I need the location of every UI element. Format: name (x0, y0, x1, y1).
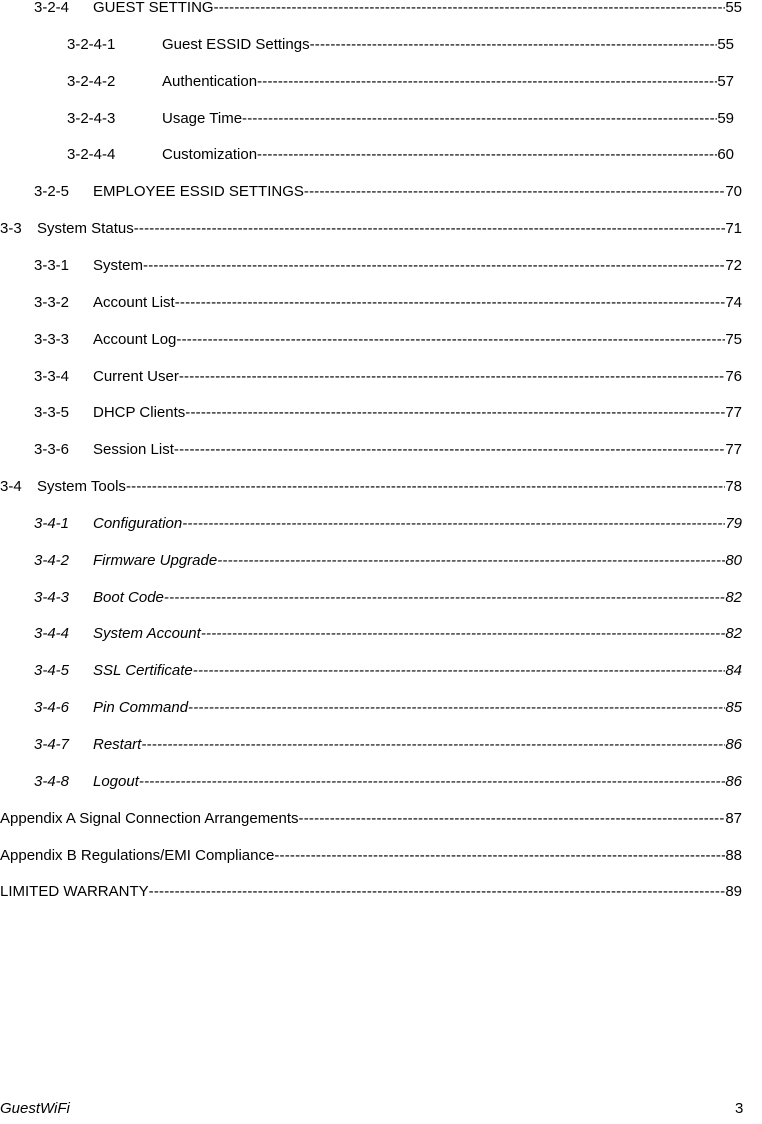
toc-entry-number: 3-4-3 (34, 588, 70, 606)
toc-entry (34, 698, 742, 718)
toc-entry-page: 77 (725, 441, 742, 459)
toc-entry-page: 86 (725, 772, 742, 790)
toc-entry-title: Pin Command (93, 699, 189, 717)
toc-leader (304, 182, 725, 202)
footer-page-number: 3 (735, 1100, 744, 1117)
toc-entry-number: 3-3-5 (34, 404, 70, 422)
toc-entry-title: Account Log (93, 330, 177, 348)
toc-entry (0, 477, 742, 497)
toc-entry-number: 3-2-4 (34, 0, 70, 16)
toc-entry-page: 82 (725, 588, 742, 606)
toc-entry (67, 72, 734, 92)
toc-entry-title: SSL Certificate (93, 662, 193, 680)
toc-leader (175, 293, 726, 313)
toc-entry (34, 367, 742, 387)
toc-leader (310, 35, 718, 55)
toc-leader (299, 809, 726, 829)
toc-entry-title: Customization (162, 146, 258, 164)
toc-entry-page: 60 (717, 146, 734, 164)
toc-entry (34, 330, 742, 350)
toc-entry-title: Boot Code (93, 588, 164, 606)
toc-entry (34, 661, 742, 681)
toc-entry-page: 55 (725, 0, 742, 16)
toc-leader (257, 145, 717, 165)
toc-leader (193, 661, 726, 681)
toc-leader (174, 440, 725, 460)
toc-entry-title: GUEST SETTING (93, 0, 214, 16)
toc-entry-title: Restart (93, 736, 142, 753)
toc-entry-number: 3-4-8 (34, 772, 70, 790)
toc-entry-page: 71 (725, 220, 742, 238)
toc-entry-title: Logout (93, 772, 139, 790)
toc-entry (67, 109, 734, 129)
toc-leader (217, 551, 725, 571)
toc-entry-number: 3-2-4-3 (67, 109, 116, 127)
toc-entry-page: 79 (725, 514, 742, 532)
toc-entry (34, 256, 742, 276)
toc-leader (179, 367, 725, 387)
toc-entry-title: Usage Time (162, 109, 243, 127)
toc-entry (0, 809, 742, 829)
toc-entry-number: 3-4-2 (34, 551, 70, 569)
toc-entry-page: 80 (725, 551, 742, 569)
toc-entry (34, 0, 742, 18)
toc-entry-page: 59 (717, 109, 734, 127)
toc-leader (214, 0, 726, 18)
toc-entry-title: System Tools (37, 478, 126, 496)
toc-entry-number: 3-4-6 (34, 699, 70, 717)
toc-leader (176, 330, 725, 350)
toc-entry-title: System Account (93, 625, 201, 643)
toc-entry (34, 588, 742, 608)
toc-entry-number: 3-3-3 (34, 330, 70, 348)
toc-entry-title: Configuration (93, 514, 183, 532)
toc-leader (143, 256, 725, 276)
toc-entry (34, 440, 742, 460)
toc-entry (34, 182, 742, 202)
toc-entry-title: DHCP Clients (93, 404, 186, 422)
toc-entry-number: 3-4 (0, 478, 22, 496)
toc-entry-title: Account List (93, 293, 175, 311)
toc-entry-page: 55 (717, 35, 734, 53)
toc-entry-page: 87 (725, 809, 742, 827)
toc-entry (34, 551, 742, 571)
toc-leader (274, 846, 725, 866)
toc-entry-page: 72 (725, 256, 742, 274)
toc-entry-page: 88 (725, 846, 742, 864)
toc-entry-number: 3-3-6 (34, 441, 70, 459)
toc-entry-number: 3-3-4 (34, 367, 70, 385)
toc-entry-page: 85 (725, 699, 742, 717)
toc-entry-number: 3-4-1 (34, 514, 70, 532)
toc-entry-title: Session List (93, 441, 174, 459)
toc-entry-number: 3-4-5 (34, 662, 70, 680)
toc-leader (141, 735, 725, 755)
toc-leader (149, 882, 726, 902)
toc-entry (34, 514, 742, 534)
toc-leader (182, 514, 725, 534)
toc-leader (126, 477, 725, 497)
toc-entry-title: EMPLOYEE ESSID SETTINGS (93, 183, 304, 201)
toc-entry-page: 74 (725, 293, 742, 311)
toc-entry (34, 293, 742, 313)
toc-entry (34, 403, 742, 423)
toc-entry-number: 3-3 (0, 220, 22, 238)
toc-leader (257, 72, 717, 92)
toc-entry-title: System Status (37, 220, 134, 238)
toc-entry (34, 735, 742, 755)
toc-entry-page: 89 (725, 883, 742, 901)
toc-leader (185, 403, 725, 423)
toc-entry-title: Guest ESSID Settings (162, 35, 310, 53)
toc-entry-title: Appendix A Signal Connection Arrangements (0, 809, 299, 827)
toc-entry-number: 3-2-4-1 (67, 35, 116, 53)
toc-entry-page: 78 (725, 478, 742, 496)
toc-entry-page: 77 (725, 404, 742, 422)
toc-entry-number: 3-4-7 (34, 736, 70, 753)
toc-entry-page: 75 (725, 330, 742, 348)
toc-entry-title: Appendix B Regulations/EMI Compliance (0, 846, 275, 864)
toc-entry (34, 772, 742, 792)
toc-entry-title: Authentication (162, 72, 258, 90)
toc-entry-number: 3-2-5 (34, 183, 70, 201)
toc-entry (0, 219, 742, 239)
toc-leader (139, 772, 725, 792)
toc-entry-number: 3-4-4 (34, 625, 70, 643)
toc-entry-title: Current User (93, 367, 179, 385)
toc-entry-number: 3-2-4-4 (67, 146, 116, 164)
toc-entry-title: LIMITED WARRANTY (0, 883, 149, 901)
toc-leader (242, 109, 717, 129)
toc-entry-number: 3-3-1 (34, 256, 70, 274)
toc-entry (67, 35, 734, 55)
toc-entry (67, 145, 734, 165)
toc-entry (0, 846, 742, 866)
footer-product-name: GuestWiFi (0, 1100, 70, 1117)
toc-entry-page: 82 (725, 625, 742, 643)
toc-entry-page: 86 (725, 736, 742, 753)
toc-entry-title: System (93, 256, 144, 274)
toc-entry-title: Firmware Upgrade (93, 551, 218, 569)
toc-leader (164, 588, 725, 608)
toc-entry-number: 3-2-4-2 (67, 72, 116, 90)
toc-leader (188, 698, 725, 718)
toc-entry-page: 57 (717, 72, 734, 90)
toc-entry (34, 624, 742, 644)
toc-leader (201, 624, 725, 644)
toc-entry-page: 76 (725, 367, 742, 385)
toc-entry (0, 882, 742, 902)
toc-entry-number: 3-3-2 (34, 293, 70, 311)
toc-leader (134, 219, 726, 239)
toc-entry-page: 70 (725, 183, 742, 201)
toc-entry-page: 84 (725, 662, 742, 680)
